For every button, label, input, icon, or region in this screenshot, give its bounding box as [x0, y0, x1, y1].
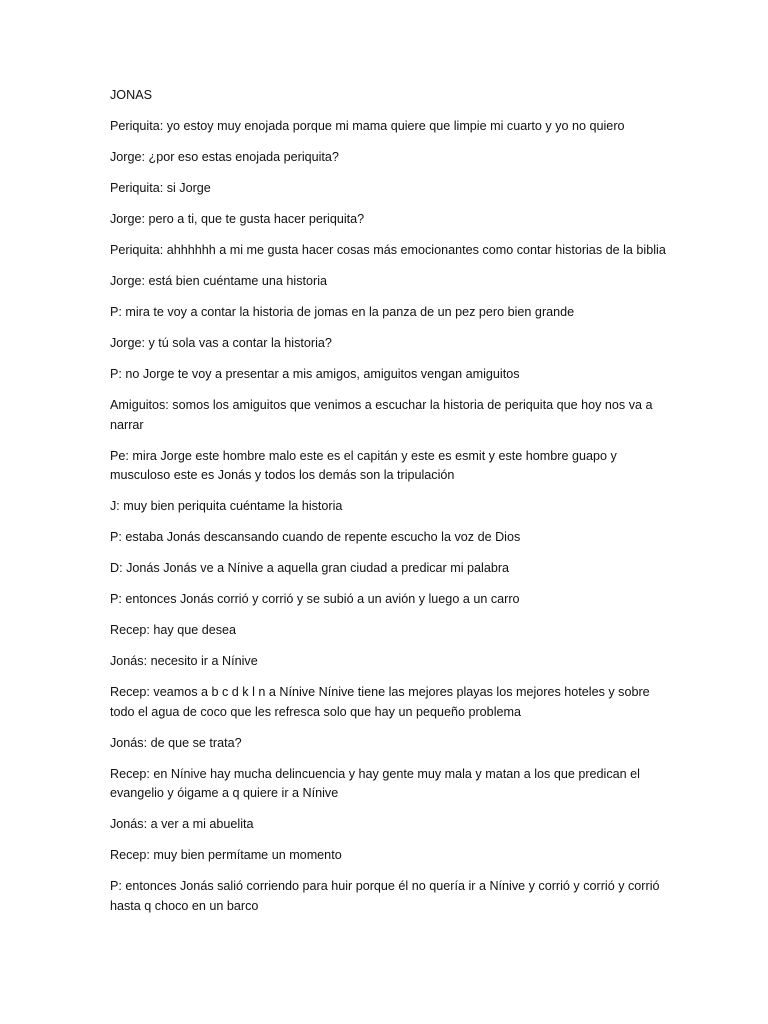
dialogue-line: Jorge: pero a ti, que te gusta hacer periquita?: [110, 212, 365, 226]
dialogue-line: P: entonces Jonás corrió y corrió y se subió a un avión y luego a un carro: [110, 592, 520, 606]
dialogue-line: Pe: mira Jorge este hombre malo este es el capitán y este es esmit y este hombre guapo y musculoso este es Jonás y todos los demás son la tripulación: [110, 448, 617, 482]
dialogue-line: P: mira te voy a contar la historia de jomas en la panza de un pez pero bien grande: [110, 305, 575, 319]
dialogue-line: P: no Jorge te voy a presentar a mis amigos, amiguitos vengan amiguitos: [110, 367, 520, 381]
dialogue-line: Periquita: si Jorge: [110, 181, 211, 195]
dialogue-line: Jorge: está bien cuéntame una historia: [110, 274, 328, 288]
dialogue-line: Recep: en Nínive hay mucha delincuencia y hay gente muy mala y matan a los que predican el evangelio y óigame a q quiere ir a Nínive: [110, 766, 640, 800]
dialogue-line: Jonás: a ver a mi abuelita: [110, 817, 254, 831]
dialogue-line: Recep: hay que desea: [110, 623, 237, 637]
dialogue-line: Jorge: ¿por eso estas enojada periquita?: [110, 150, 339, 164]
dialogue-line: Recep: muy bien permítame un momento: [110, 848, 342, 862]
dialogue-line: Periquita: yo estoy muy enojada porque mi mama quiere que limpie mi cuarto y yo no quiero: [110, 119, 625, 133]
dialogue-line: J: muy bien periquita cuéntame la historia: [110, 499, 343, 513]
document-title: JONAS: [110, 88, 152, 102]
dialogue-line: P: entonces Jonás salió corriendo para huir porque él no quería ir a Nínive y corrió y corrió y corrió hasta q choco en un barco: [110, 879, 660, 913]
dialogue-line: Jonás: de que se trata?: [110, 735, 242, 750]
dialogue-line: Jonás: necesito ir a Nínive: [110, 654, 258, 668]
dialogue-line: D: Jonás Jonás ve a Nínive a aquella gran ciudad a predicar mi palabra: [110, 561, 510, 575]
document-page: [110, 86, 670, 928]
dialogue-line: Periquita: ahhhhhh a mi me gusta hacer cosas más emocionantes como contar historias de la biblia: [110, 243, 666, 257]
dialogue-line: Amiguitos: somos los amiguitos que venimos a escuchar la historia de periquita que hoy nos va a narrar: [110, 398, 653, 432]
dialogue-line: P: estaba Jonás descansando cuando de repente escucho la voz de Dios: [110, 530, 521, 544]
dialogue-line: Recep: veamos a b c d k l n a Nínive Nínive tiene las mejores playas los mejores hoteles y sobre todo el agua de coco que les refresca solo que hay un pequeño problema: [110, 685, 650, 719]
dialogue-line: Jorge: y tú sola vas a contar la historia?: [110, 336, 332, 350]
